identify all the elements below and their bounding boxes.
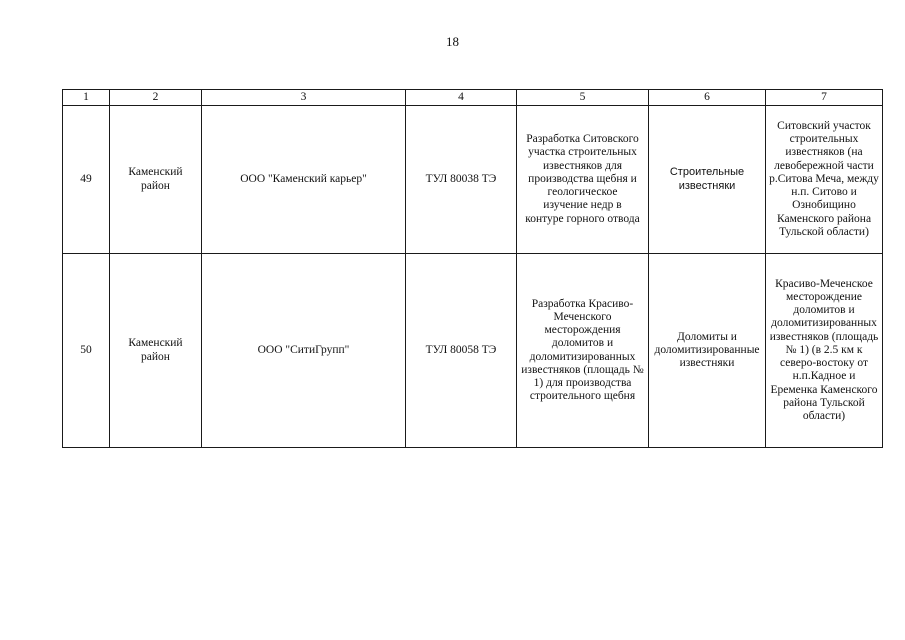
column-header-3: 3 [202, 90, 406, 106]
table-row [63, 254, 883, 448]
column-header-4: 4 [406, 90, 517, 106]
table-row [63, 106, 883, 254]
mineral-cell [649, 254, 766, 448]
mineral-text: Доломиты и доломитизированные известняки [654, 330, 760, 370]
company-cell: ООО "СитиГрупп" [202, 254, 406, 448]
column-header-6: 6 [649, 90, 766, 106]
location-cell [766, 106, 883, 254]
location-text: Красиво-Меченское месторождение доломитов и доломитизированных известняков (площадь № 1) (в 2.5 км к северо-востоку от н.п.Кадное и Еременка Каменского района Тульской области) [769, 277, 879, 422]
location-text: Ситовский участок строительных известняков (на левобережной части р.Ситова Меча, между н.п. Ситово и Ознобищино Каменского района Тульской области) [769, 120, 879, 238]
district-text: Каменский район [128, 337, 183, 363]
row-number-cell: 49 [63, 106, 110, 254]
license-cell: ТУЛ 80058 ТЭ [406, 254, 517, 448]
district-cell [110, 254, 202, 448]
table-header-row [63, 90, 883, 106]
purpose-cell [517, 254, 649, 448]
column-header-1: 1 [63, 90, 110, 106]
column-header-2: 2 [110, 90, 202, 106]
license-table [62, 89, 883, 448]
district-text: Каменский район [128, 166, 183, 192]
row-number-cell: 50 [63, 254, 110, 448]
license-cell: ТУЛ 80038 ТЭ [406, 106, 517, 254]
column-header-7: 7 [766, 90, 883, 106]
purpose-text: Разработка Красиво-Меченского месторождения доломитов и доломитизированных известняков (площадь № 1) для производства строительного щебня [521, 297, 644, 403]
purpose-cell [517, 106, 649, 254]
page-number: 18 [446, 34, 459, 49]
mineral-text: Строительные известняки [669, 166, 745, 192]
purpose-text: Разработка Ситовского участка строительных известняков для производства щебня и геологическое изучение недр в контуре горного отвода [525, 133, 640, 225]
location-cell [766, 254, 883, 448]
district-cell [110, 106, 202, 254]
column-header-5: 5 [517, 90, 649, 106]
mineral-cell [649, 106, 766, 254]
company-cell: ООО "Каменский карьер" [202, 106, 406, 254]
